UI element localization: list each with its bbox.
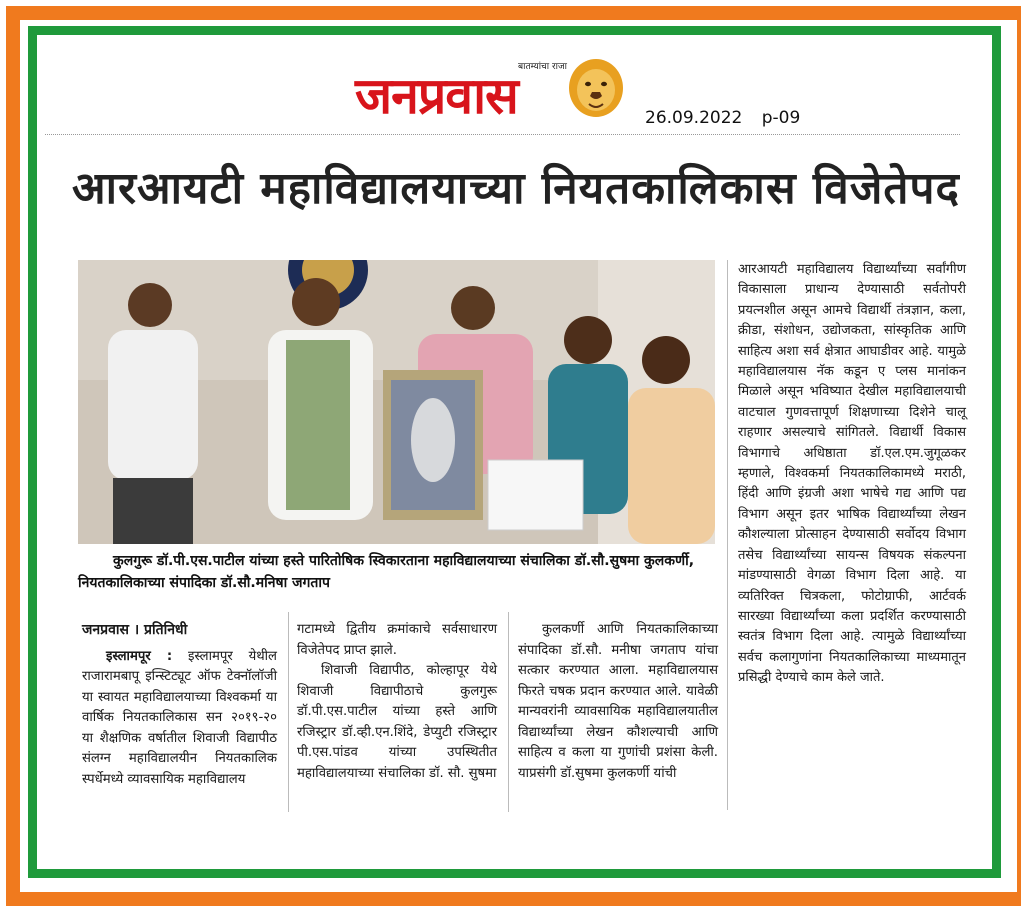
column-3-paragraph: कुलकर्णी आणि नियतकालिकाच्या संपादिका डॉ.सौ. मनीषा जगताप यांचा सत्कार करण्यात आला. महाविद्यालयास फिरते चषक प्रदान करण्यात आले. यावेळी मान्यवरांनी व्यावसायिक महाविद्यालयातील विद्यार्थ्यांच्या लेखन कौशल्याची आणि साहित्य व कला या गुणांची प्रशंसा केली. याप्रसंगी डॉ.सुषमा कुलकर्णी यांची — [518, 622, 718, 781]
lion-logo-icon — [567, 54, 625, 118]
article-headline: आरआयटी महाविद्यालयाच्या नियतकालिकास विजेतेपद — [72, 163, 960, 214]
page-number: p-09 — [761, 108, 801, 128]
newspaper-masthead — [355, 52, 625, 132]
column-divider — [288, 612, 289, 812]
column-divider — [727, 260, 728, 810]
article-column-2 — [297, 620, 497, 784]
column-1-text: इस्लामपूर येथील राजारामबापू इन्स्टिट्यूट ऑफ टेक्नॉलॉजी या स्वायत महाविद्यालयाच्या विश्वकर्मा या वार्षिक नियतकालिकास सन २०१९-२० या शैक्षणिक वर्षातील शिवाजी विद्यापीठ संलग्न महाविद्यालयीन नियतकालिक स्पर्धेमध्ये व्यावसायिक महाविद्यालय — [82, 648, 277, 787]
article-dateline: इस्लामपूर : — [106, 648, 173, 664]
right-column-paragraph: आरआयटी महाविद्यालय विद्यार्थ्यांच्या सर्वांगीण विकासाला प्राधान्य देण्यासाठी सर्वतोपरी प्रयत्नशील असून आमचे विद्यार्थी तंत्रज्ञान, कला, क्रीडा, संशोधन, उद्योजकता, सांस्कृतिक आणि साहित्य अशा सर्व क्षेत्रात आघाडीवर आहे. यामुळे महाविद्यालयास नॅक कडून ए प्लस मानांकन मिळाले असून भविष्यात देखील महाविद्यालयाची वाटचाल गुणवत्तापूर्ण शिक्षणाच्या दिशेने चालू राहणार असल्याचे सांगितले. विद्यार्थी विकास विभागाचे अधिष्ठाता डॉ.एल.एम.जुगूळकर म्हणाले, विश्वकर्मा नियतकालिकामध्ये मराठी, हिंदी आणि इंग्रजी अशा भाषेचे गद्य आणि पद्य विभाग असून इतर भाषिक विद्यार्थ्यांच्या लेखन कौशल्याला प्रोत्साहन देण्यासाठी सर्वोदय विभाग तसेच विद्यार्थ्यांच्या सायन्स विषयक संकल्पना मांडण्यासाठी वेगळा विभाग दिला आहे. या व्यतिरिक्त चित्रकला, फोटोग्राफी, आर्टवर्क सारख्या विद्यार्थ्यांच्या कला प्रदर्शित करण्यासाठी स्वतंत्र विभाग दिला आहे. त्यामुळे विद्यार्थ्यांच्या सर्वच कलागुणांना नियतकालिकाच्या माध्यमातून प्रसिद्धी देण्याचे काम केले जाते. — [738, 262, 966, 686]
newspaper-name: जनप्रवास — [355, 67, 518, 125]
caption-line-2: नियतकालिकाच्या संपादिका डॉ.सौ.मनिषा जगताप — [78, 575, 330, 591]
publication-date: 26.09.2022 — [645, 108, 743, 128]
article-column-1 — [82, 620, 277, 790]
award-ceremony-photo — [78, 260, 715, 544]
photo-caption — [78, 550, 715, 594]
masthead-divider — [45, 134, 960, 135]
masthead-tagline: बातम्यांचा राजा — [517, 62, 567, 72]
article-column-3 — [518, 620, 718, 784]
column-2-paragraph-2: शिवाजी विद्यापीठ, कोल्हापूर येथे शिवाजी विद्यापीठाचे कुलगुरू डॉ.पी.एस.पाटील यांच्या हस्ते आणि रजिस्ट्रार डॉ.व्ही.एन.शिंदे, डेप्युटी रजिस्ट्रार पी.एस.पांडव यांच्या उपस्थितीत महाविद्यालयाच्या संचालिका डॉ. सौ. सुषमा — [297, 663, 497, 781]
column-2-paragraph-1: गटामध्ये द्वितीय क्रमांकाचे सर्वसाधारण विजेतेपद प्राप्त झाले. — [297, 622, 497, 658]
column-divider — [508, 612, 509, 812]
publication-info — [645, 108, 800, 128]
news-photo — [78, 260, 715, 544]
caption-line-1: कुलगुरू डॉ.पी.एस.पाटील यांच्या हस्ते पारितोषिक स्विकारताना महाविद्यालयाच्या संचालिका डॉ.सौ.सुषमा कुलकर्णी, — [113, 553, 695, 569]
article-byline: जनप्रवास । प्रतिनिधी — [82, 622, 188, 638]
article-right-column — [738, 260, 966, 689]
